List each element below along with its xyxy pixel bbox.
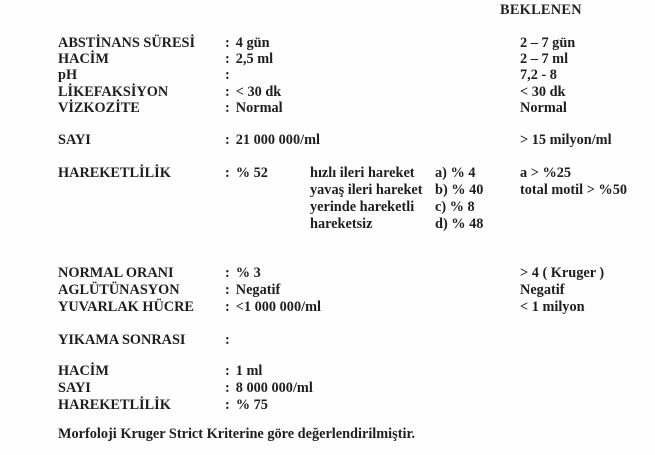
wash-label-hareketlilik: HAREKETLİLİK xyxy=(58,397,171,413)
colon-separator: : xyxy=(225,397,230,413)
morph-label-yuvarlak-hucre: YUVARLAK HÜCRE xyxy=(58,299,194,315)
colon-separator: : xyxy=(225,380,230,396)
motility-breakdown-name: yavaş ileri hareket xyxy=(310,182,423,198)
morph-value-normal-orani xyxy=(225,265,520,282)
colon-separator: : xyxy=(225,99,230,116)
value-text: 21 000 000/ml xyxy=(235,132,320,148)
wash-value-hareketlilik xyxy=(225,397,655,414)
param-expected-likefaksiyon: < 30 dk xyxy=(520,83,566,100)
morphology-section xyxy=(58,265,655,316)
parameters-section xyxy=(58,35,655,116)
spacer xyxy=(58,216,225,233)
param-label-hacim: HACİM xyxy=(58,51,109,68)
colon-separator: : xyxy=(225,165,230,181)
value-text: < 30 dk xyxy=(235,83,282,100)
spacer xyxy=(58,182,225,199)
motility-breakdown-pct: b) % 40 xyxy=(435,182,484,198)
value-text: % 3 xyxy=(235,265,261,281)
motility-section xyxy=(58,165,655,233)
motility-breakdown-pct: c) % 8 xyxy=(435,199,475,215)
param-expected-abstinans: 2 – 7 gün xyxy=(520,35,576,51)
motility-value xyxy=(225,165,310,182)
morph-expected-yuvarlak-hucre: < 1 milyon xyxy=(520,299,585,315)
morph-expected-aglutunasyon: Negatif xyxy=(520,282,565,298)
morph-label-normal-orani: NORMAL ORANI xyxy=(58,265,174,281)
colon-separator: : xyxy=(225,35,230,51)
colon-separator: : xyxy=(225,363,230,379)
value-text: 4 gün xyxy=(235,35,270,51)
morphology-footnote: Morfoloji Kruger Strict Kriterine göre değerlendirilmiştir. xyxy=(58,426,416,442)
spacer xyxy=(520,199,655,216)
param-label-abstinans: ABSTİNANS SÜRESİ xyxy=(58,35,196,51)
param-label-likefaksiyon: LİKEFAKSİYON xyxy=(58,83,169,100)
motility-label: HAREKETLİLİK xyxy=(58,165,171,181)
wash-header-row xyxy=(58,332,655,349)
colon-separator: : xyxy=(225,332,230,348)
param-value-hacim xyxy=(225,51,520,67)
count-expected: > 15 milyon/ml xyxy=(520,132,612,148)
motility-breakdown-pct: d) % 48 xyxy=(435,216,484,232)
morph-value-aglutunasyon xyxy=(225,282,520,299)
morph-value-yuvarlak-hucre xyxy=(225,299,520,316)
spacer xyxy=(520,216,655,233)
param-expected-vizkozite: Normal xyxy=(520,99,567,116)
count-label: SAYI xyxy=(58,132,91,148)
morph-label-aglutunasyon: AGLÜTÜNASYON xyxy=(58,282,180,298)
wash-label-sayi: SAYI xyxy=(58,380,91,396)
wash-label-hacim: HACİM xyxy=(58,363,109,379)
morph-expected-normal-orani: > 4 ( Kruger ) xyxy=(520,265,605,281)
param-value-vizkozite xyxy=(225,100,520,116)
wash-header-value xyxy=(225,332,655,349)
colon-separator: : xyxy=(225,51,230,68)
wash-section xyxy=(58,363,655,414)
spacer xyxy=(225,182,310,199)
param-expected-ph: 7,2 - 8 xyxy=(520,67,557,84)
motility-breakdown-name: hareketsiz xyxy=(310,216,373,232)
param-label-vizkozite: VİZKOZİTE xyxy=(58,99,140,116)
motility-expected-line2: total motil > %50 xyxy=(520,182,628,198)
value-text: Normal xyxy=(235,99,283,116)
value-text: <1 000 000/ml xyxy=(235,299,321,315)
colon-separator: : xyxy=(225,132,230,148)
colon-separator: : xyxy=(225,83,230,100)
value-text: Negatif xyxy=(235,282,281,298)
param-value-likefaksiyon xyxy=(225,84,520,100)
value-text: % 75 xyxy=(235,397,268,413)
spacer xyxy=(58,199,225,216)
colon-separator: : xyxy=(225,265,230,281)
value-text: % 52 xyxy=(235,165,268,181)
value-text: 2,5 ml xyxy=(235,51,274,68)
wash-header-label: YIKAMA SONRASI xyxy=(58,332,186,348)
param-value-abstinans xyxy=(225,35,520,51)
wash-value-hacim xyxy=(225,363,655,380)
count-value xyxy=(225,132,520,149)
param-label-ph: pH xyxy=(58,67,78,84)
value-text: 1 ml xyxy=(235,363,263,379)
motility-expected-line1: a > %25 xyxy=(520,165,572,181)
param-value-ph xyxy=(225,67,520,83)
spacer xyxy=(225,199,310,216)
count-section xyxy=(58,132,655,149)
colon-separator: : xyxy=(225,299,230,315)
colon-separator: : xyxy=(225,67,230,84)
value-text: 8 000 000/ml xyxy=(235,380,313,396)
colon-separator: : xyxy=(225,282,230,298)
motility-breakdown-name: hızlı ileri hareket xyxy=(310,165,415,181)
spacer xyxy=(225,216,310,233)
param-expected-hacim: 2 – 7 ml xyxy=(520,51,569,68)
wash-value-sayi xyxy=(225,380,655,397)
motility-breakdown-name: yerinde hareketli xyxy=(310,199,415,215)
motility-breakdown-pct: a) % 4 xyxy=(435,165,476,181)
expected-column-header: BEKLENEN xyxy=(500,2,582,18)
